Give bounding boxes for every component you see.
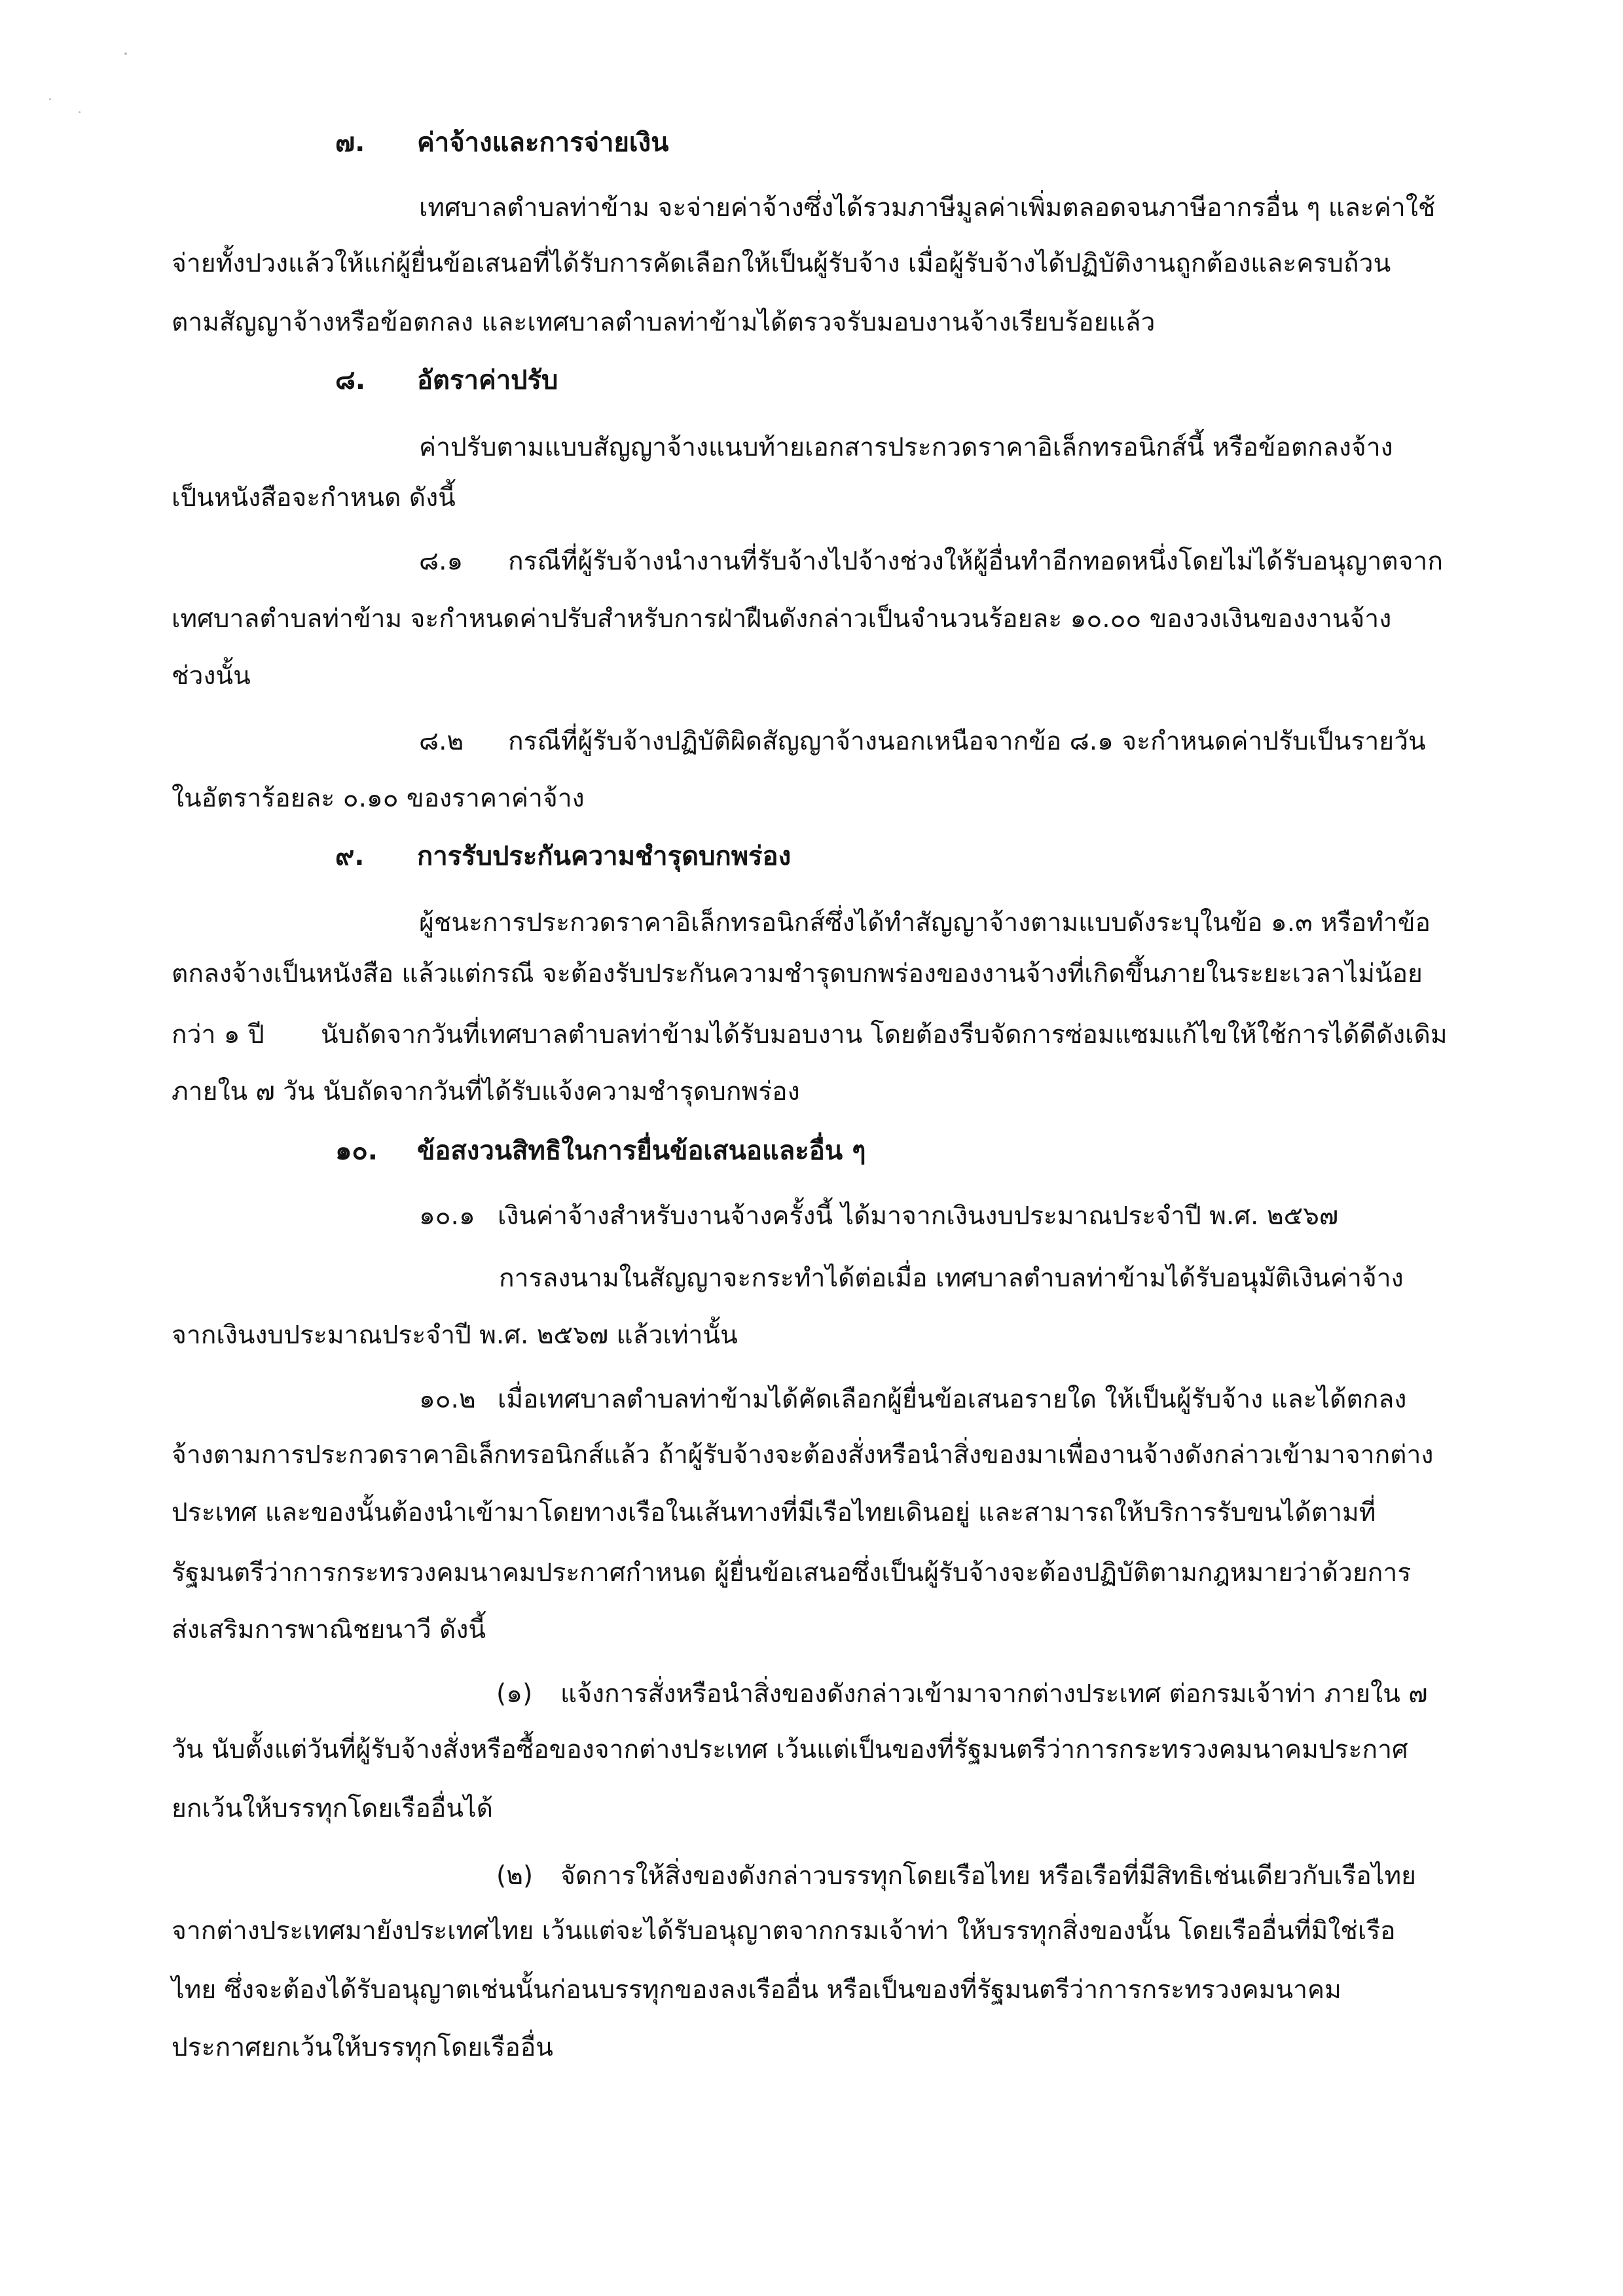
section-7-para-line-3: ตามสัญญาจ้างหรือข้อตกลง และเทศบาลตำบลท่าข้ามได้ตรวจรับมอบงานจ้างเรียบร้อยแล้ว xyxy=(172,308,1156,337)
section-9-title: การรับประกันความชำรุดบกพร่อง xyxy=(417,841,792,871)
section-10-2-item-1-line-2: วัน นับตั้งแต่วันที่ผู้รับจ้างสั่งหรือซื้อของจากต่างประเทศ เว้นแต่เป็นของที่รัฐมนตรีว่าการกระทรวงคมนาคมประกาศ xyxy=(172,1735,1408,1764)
section-10-2-text: เมื่อเทศบาลตำบลท่าข้ามได้คัดเลือกผู้ยื่นข้อเสนอรายใด ให้เป็นผู้รับจ้าง และได้ตกลง xyxy=(498,1385,1407,1414)
section-10-2-line-1 xyxy=(419,1381,1406,1418)
item-2-text: จัดการให้สิ่งของดังกล่าวบรรทุกโดยเรือไทย หรือเรือที่มีสิทธิเช่นเดียวกับเรือไทย xyxy=(560,1861,1417,1891)
section-9-para-line-3 xyxy=(172,1017,1448,1053)
section-10-2-item-2-line-2: จากต่างประเทศมายังประเทศไทย เว้นแต่จะได้รับอนุญาตจากกรมเจ้าท่า ให้บรรทุกสิ่งของนั้น โดยเรืออื่นที่มิใช่เรือ xyxy=(172,1916,1396,1946)
section-9-para-line-2: ตกลงจ้างเป็นหนังสือ แล้วแต่กรณี จะต้องรับประกันความชำรุดบกพร่องของงานจ้างที่เกิดขึ้นภายในระยะเวลาไม่น้อย xyxy=(172,959,1423,989)
section-9-number: ๙. xyxy=(335,841,365,871)
section-10-1-line-2: การลงนามในสัญญาจะกระทำได้ต่อเมื่อ เทศบาลตำบลท่าข้ามได้รับอนุมัติเงินค่าจ้าง xyxy=(499,1264,1404,1293)
section-7-heading xyxy=(335,124,668,161)
section-10-title: ข้อสงวนสิทธิในการยื่นข้อเสนอและอื่น ๆ xyxy=(417,1136,866,1166)
item-2-number: (๒) xyxy=(496,1861,534,1891)
section-10-2-item-1-line-3: ยกเว้นให้บรรทุกโดยเรืออื่นได้ xyxy=(172,1794,493,1823)
section-9-heading xyxy=(335,838,791,875)
section-8-title: อัตราค่าปรับ xyxy=(417,365,558,395)
section-8-heading xyxy=(335,362,558,399)
section-10-2-line-3: ประเทศ และของนั้นต้องนำเข้ามาโดยทางเรือในเส้นทางที่มีเรือไทยเดินอยู่ และสามารถให้บริการรับขนได้ตามที่ xyxy=(172,1498,1376,1527)
section-10-2-line-2: จ้างตามการประกวดราคาอิเล็กทรอนิกส์แล้ว ถ้าผู้รับจ้างจะต้องสั่งหรือนำสิ่งของมาเพื่องานจ้างดังกล่าวเข้ามาจากต่าง xyxy=(172,1440,1434,1470)
section-10-2-item-2-line-3: ไทย ซึ่งจะต้องได้รับอนุญาตเช่นนั้นก่อนบรรทุกของลงเรืออื่น หรือเป็นของที่รัฐมนตรีว่าการกระทรวงคมนาคม xyxy=(172,1975,1341,2005)
section-8-1-number: ๘.๑ xyxy=(419,547,464,576)
section-10-2-item-2-line-1 xyxy=(496,1858,1416,1895)
section-7-number: ๗. xyxy=(335,128,365,158)
section-7-para-line-1: เทศบาลตำบลท่าข้าม จะจ่ายค่าจ้างซึ่งได้รวมภาษีมูลค่าเพิ่มตลอดจนภาษีอากรอื่น ๆ และค่าใช้ xyxy=(419,193,1436,223)
section-10-heading xyxy=(335,1133,866,1169)
item-1-text: แจ้งการสั่งหรือนำสิ่งของดังกล่าวเข้ามาจากต่างประเทศ ต่อกรมเจ้าท่า ภายใน ๗ xyxy=(560,1679,1428,1709)
section-8-1-line-2: เทศบาลตำบลท่าข้าม จะกำหนดค่าปรับสำหรับการฝ่าฝืนดังกล่าวเป็นจำนวนร้อยละ ๑๐.๐๐ ของวงเงินของงานจ้าง xyxy=(172,604,1392,634)
section-10-2-item-2-line-4: ประกาศยกเว้นให้บรรทุกโดยเรืออื่น xyxy=(172,2033,553,2062)
section-8-number: ๘. xyxy=(335,365,366,395)
section-10-1-number: ๑๐.๑ xyxy=(419,1201,475,1231)
scan-speck xyxy=(124,52,127,55)
section-10-1-line-3: จากเงินงบประมาณประจำปี พ.ศ. ๒๕๖๗ แล้วเท่านั้น xyxy=(172,1321,738,1350)
section-8-1-line-3: ช่วงนั้น xyxy=(172,661,251,691)
section-8-para-line-1: ค่าปรับตามแบบสัญญาจ้างแนบท้ายเอกสารประกวดราคาอิเล็กทรอนิกส์นี้ หรือข้อตกลงจ้าง xyxy=(419,433,1393,462)
section-10-number: ๑๐. xyxy=(335,1136,378,1166)
section-10-2-line-4: รัฐมนตรีว่าการกระทรวงคมนาคมประกาศกำหนด ผู้ยื่นข้อเสนอซึ่งเป็นผู้รับจ้างจะต้องปฏิบัติตามกฎหมายว่าด้วยการ xyxy=(172,1558,1412,1588)
scan-speck xyxy=(49,98,51,100)
section-8-1-line-1 xyxy=(419,543,1443,580)
section-10-2-line-5: ส่งเสริมการพาณิชยนาวี ดังนี้ xyxy=(172,1615,486,1645)
section-9-para-line-4: ภายใน ๗ วัน นับถัดจากวันที่ได้รับแจ้งความชำรุดบกพร่อง xyxy=(172,1077,800,1106)
section-9-para-line-3-text: นับถัดจากวันที่เทศบาลตำบลท่าข้ามได้รับมอบงาน โดยต้องรีบจัดการซ่อมแซมแก้ไขให้ใช้การได้ดีดังเดิม xyxy=(321,1020,1448,1049)
section-8-1-text: กรณีที่ผู้รับจ้างนำงานที่รับจ้างไปจ้างช่วงให้ผู้อื่นทำอีกทอดหนึ่งโดยไม่ได้รับอนุญาตจาก xyxy=(508,547,1443,576)
item-1-number: (๑) xyxy=(496,1679,533,1709)
section-10-1-text: เงินค่าจ้างสำหรับงานจ้างครั้งนี้ ได้มาจากเงินงบประมาณประจำปี พ.ศ. ๒๕๖๗ xyxy=(498,1201,1339,1231)
section-7-title: ค่าจ้างและการจ่ายเงิน xyxy=(417,128,669,158)
section-8-2-line-1 xyxy=(419,723,1426,760)
scan-speck xyxy=(79,111,81,113)
section-8-2-line-2: ในอัตราร้อยละ ๐.๑๐ ของราคาค่าจ้าง xyxy=(172,784,585,813)
section-10-2-number: ๑๐.๒ xyxy=(419,1385,476,1414)
section-8-para-line-2: เป็นหนังสือจะกำหนด ดังนี้ xyxy=(172,483,456,513)
section-10-1-line-1 xyxy=(419,1198,1338,1235)
section-7-para-line-2: จ่ายทั้งปวงแล้วให้แก่ผู้ยื่นข้อเสนอที่ได้รับการคัดเลือกให้เป็นผู้รับจ้าง เมื่อผู้รับจ้างได้ปฏิบัติงานถูกต้องและครบถ้วน xyxy=(172,249,1391,278)
section-10-2-item-1-line-1 xyxy=(496,1676,1428,1713)
section-9-warranty-period: กว่า ๑ ปี xyxy=(172,1020,264,1049)
section-9-para-line-1: ผู้ชนะการประกวดราคาอิเล็กทรอนิกส์ซึ่งได้ทำสัญญาจ้างตามแบบดังระบุในข้อ ๑.๓ หรือทำข้อ xyxy=(419,908,1431,938)
section-8-2-number: ๘.๒ xyxy=(419,727,464,756)
section-8-2-text: กรณีที่ผู้รับจ้างปฏิบัติผิดสัญญาจ้างนอกเหนือจากข้อ ๘.๑ จะกำหนดค่าปรับเป็นรายวัน xyxy=(508,727,1426,756)
